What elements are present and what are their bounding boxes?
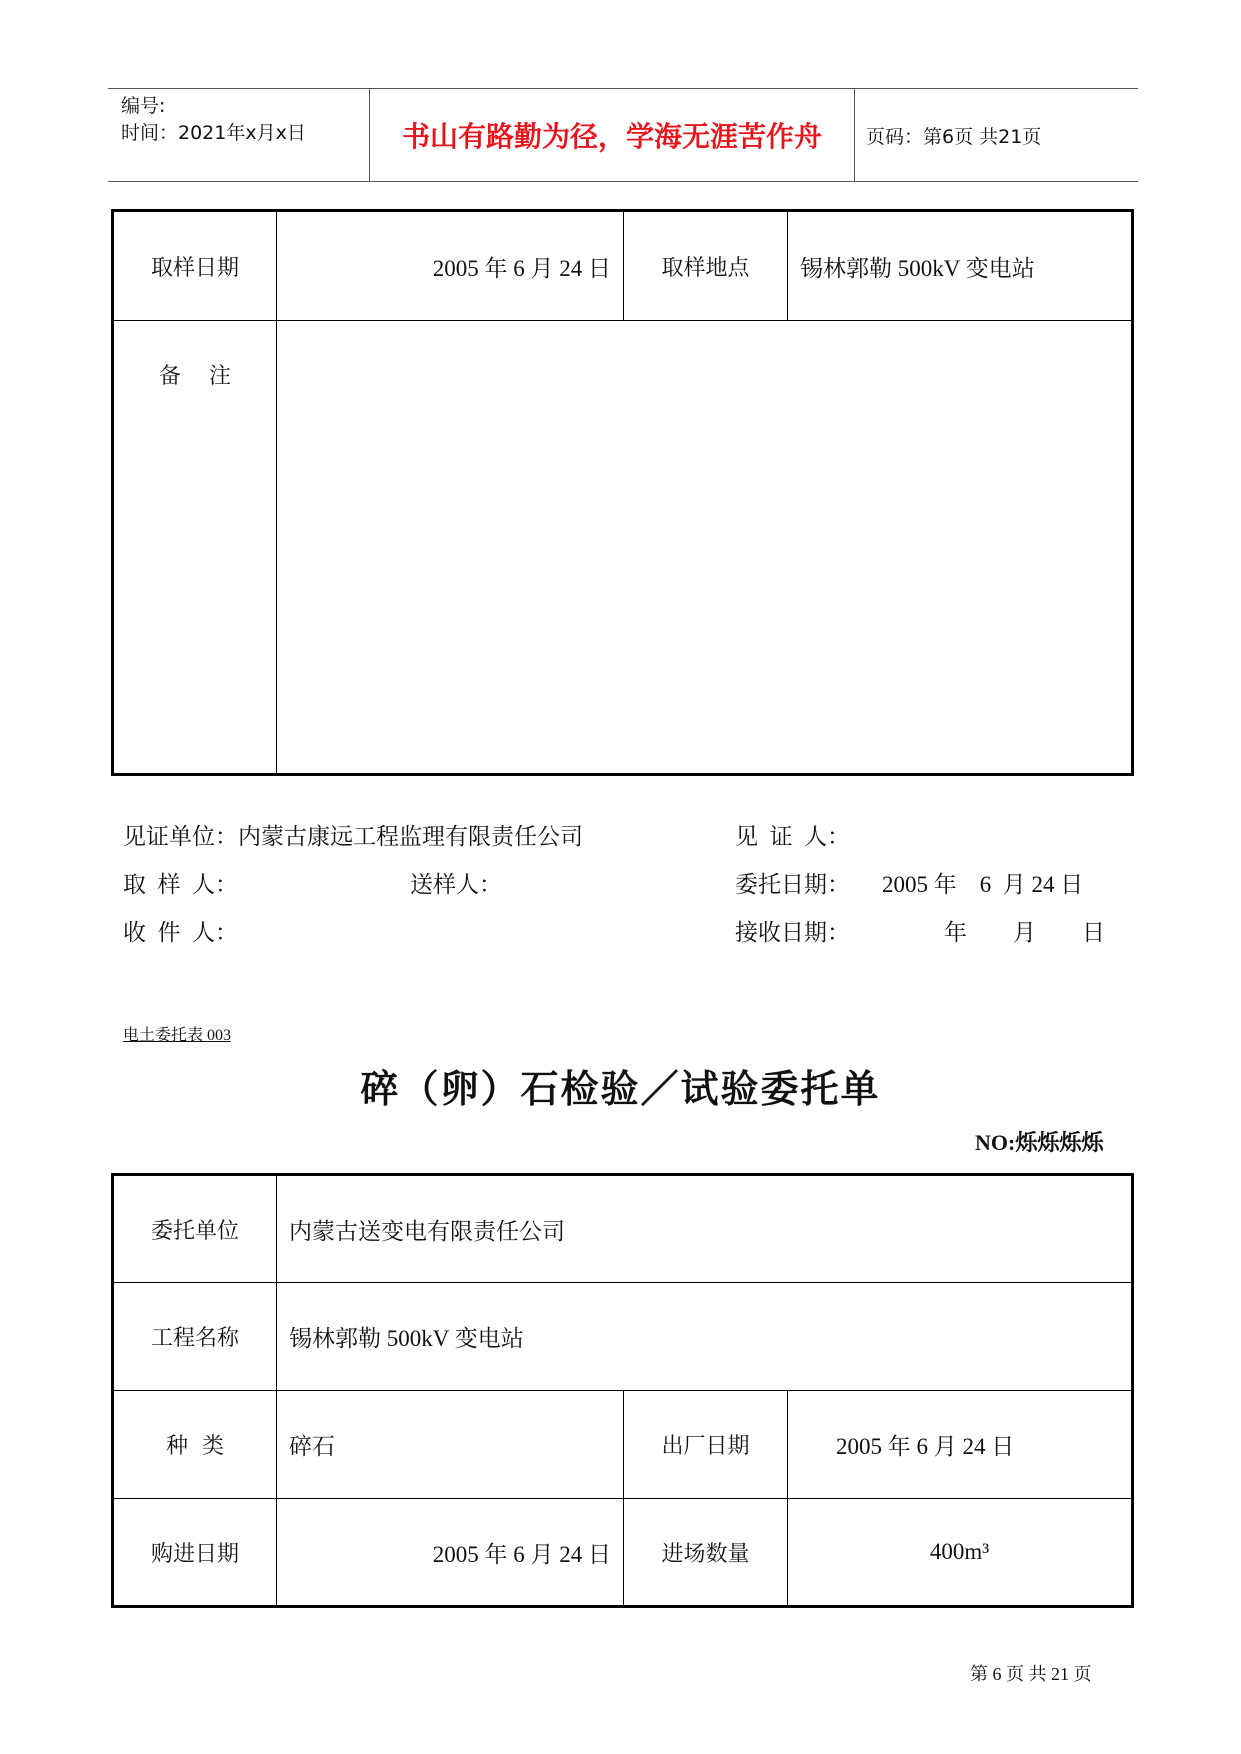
page-header — [108, 88, 1138, 182]
remarks-label: 备 注 — [113, 321, 277, 775]
header-meta — [108, 89, 370, 181]
sample-date-label: 取样日期 — [113, 211, 277, 321]
number-label: 编号: — [121, 95, 166, 117]
purchase-date-label: 购进日期 — [113, 1499, 277, 1607]
commission-table — [111, 1173, 1134, 1608]
receiver: 收 件 人： — [123, 920, 238, 945]
commission-date-value: 2005 年 6 月 24 日 — [882, 872, 1084, 897]
project-value: 锡林郭勒 500kV 变电站 — [277, 1283, 1133, 1391]
sample-place-label: 取样地点 — [624, 211, 788, 321]
receive-date-value: 年 月 日 — [944, 920, 1105, 945]
purchase-date-value: 2005 年 6 月 24 日 — [277, 1499, 624, 1607]
project-label: 工程名称 — [113, 1283, 277, 1391]
sample-date-value: 2005 年 6 月 24 日 — [277, 211, 624, 321]
form-title: 碎（卵）石检验／试验委托单 — [360, 1067, 881, 1111]
sampler: 取 样 人： — [123, 872, 238, 897]
sample-place-value: 锡林郭勒 500kV 变电站 — [788, 211, 1133, 321]
remarks-value — [277, 321, 1133, 775]
type-value: 碎石 — [277, 1391, 624, 1499]
factory-date-value: 2005 年 6 月 24 日 — [788, 1391, 1133, 1499]
time-label: 时间：2021年x月x日 — [121, 122, 306, 144]
header-motto: 书山有路勤为径，学海无涯苦作舟 — [370, 89, 855, 181]
witness-person: 见 证 人： — [735, 824, 850, 849]
witness-unit: 见证单位：内蒙古康远工程监理有限责任公司 — [123, 824, 583, 849]
client-value: 内蒙古送变电有限责任公司 — [277, 1175, 1133, 1283]
quantity-value: 400m³ — [788, 1499, 1133, 1607]
client-label: 委托单位 — [113, 1175, 277, 1283]
type-label: 种 类 — [113, 1391, 277, 1499]
sample-table — [111, 209, 1134, 776]
header-page-info: 页码：第6页 共21页 — [866, 125, 1042, 148]
receive-date-label: 接收日期： — [735, 920, 850, 945]
sender: 送样人： — [410, 872, 502, 897]
commission-date-label: 委托日期： — [735, 872, 850, 897]
factory-date-label: 出厂日期 — [624, 1391, 788, 1499]
page-footer: 第 6 页 共 21 页 — [970, 1664, 1092, 1684]
form-serial-no: NO:烁烁烁烁 — [975, 1130, 1104, 1155]
form-number: 电土委托表 003 — [123, 1027, 232, 1044]
quantity-label: 进场数量 — [624, 1499, 788, 1607]
